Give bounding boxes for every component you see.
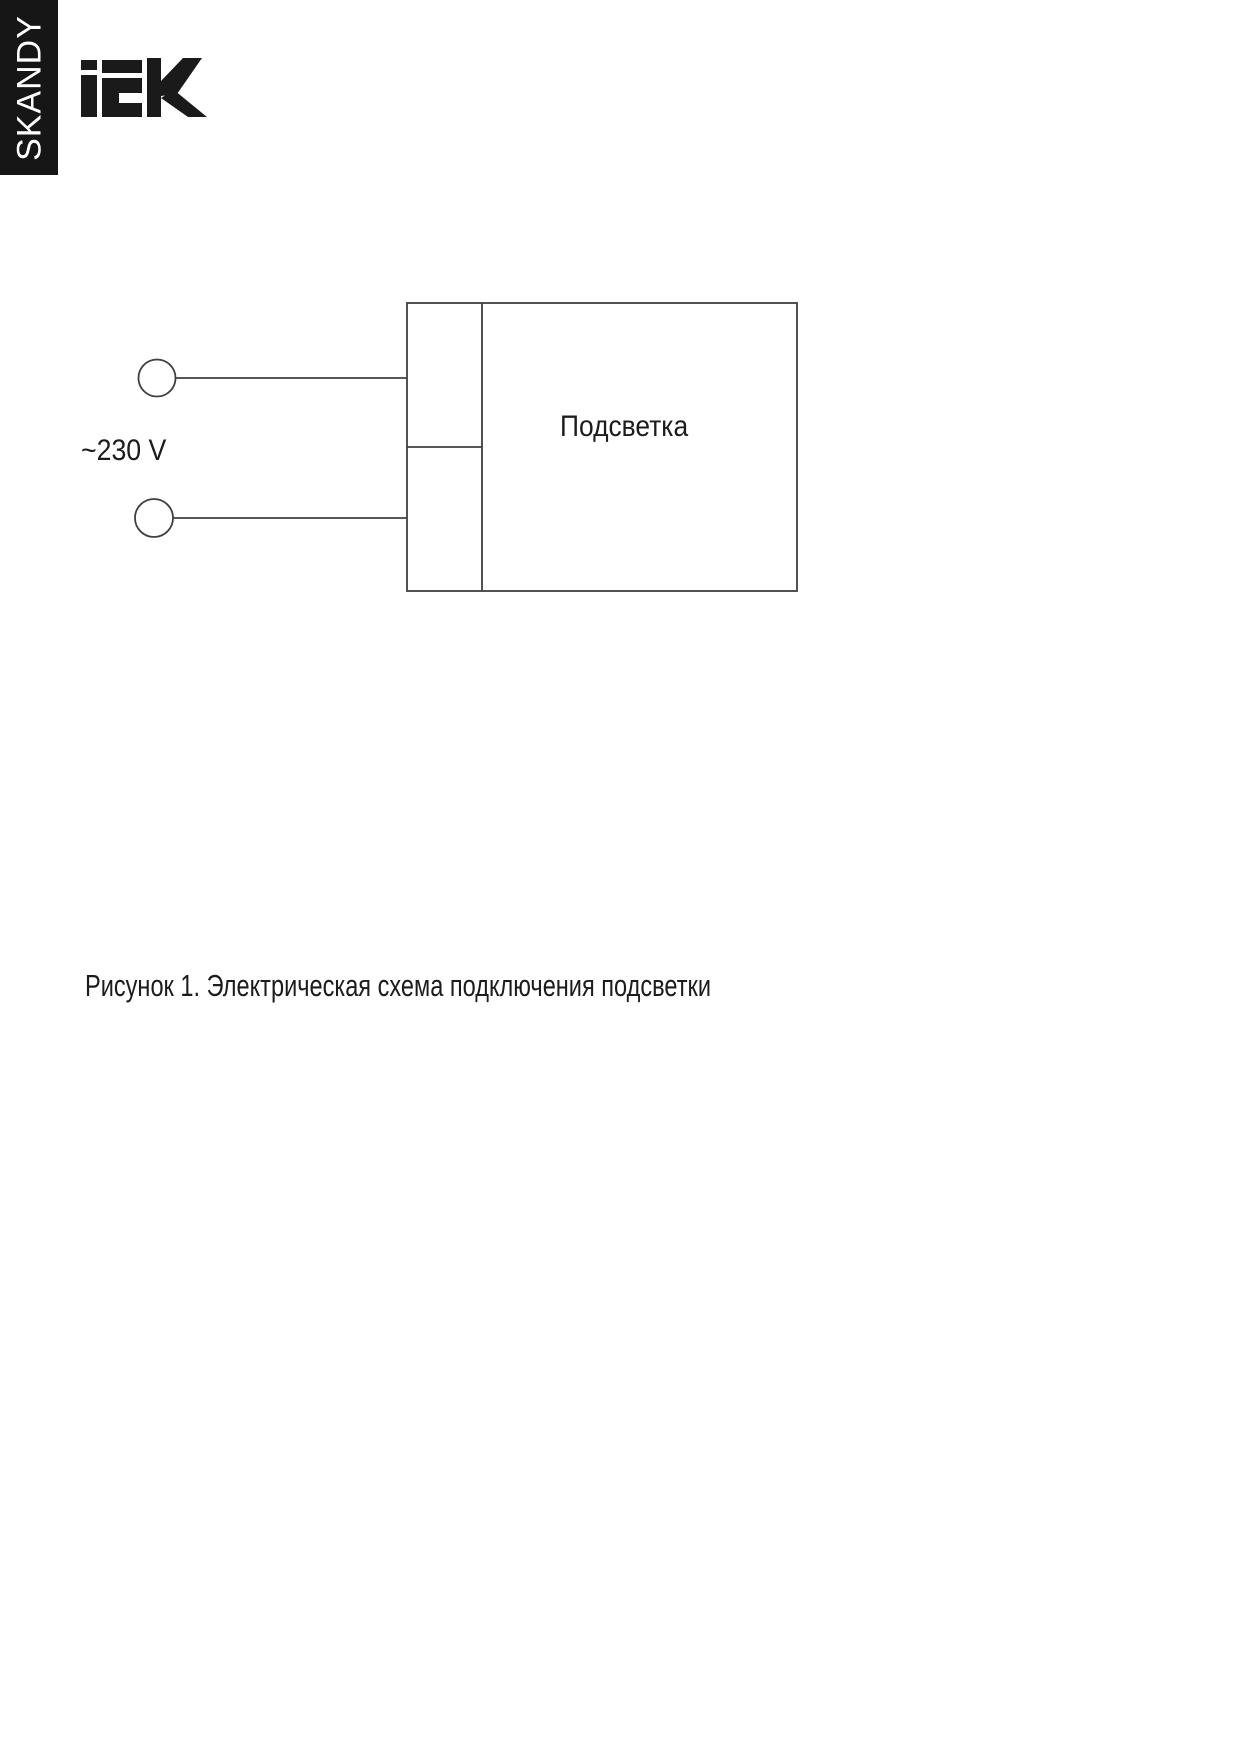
terminal-circle-top: [139, 360, 176, 397]
figure-caption: Рисунок 1. Электрическая схема подключения подсветки: [85, 968, 711, 1003]
device-box-label: Подсветка: [560, 410, 689, 443]
voltage-label: ~230 V: [81, 434, 167, 467]
terminal-circle-bottom: [135, 499, 173, 537]
brand-sidebar-label: SKANDY: [9, 14, 48, 161]
